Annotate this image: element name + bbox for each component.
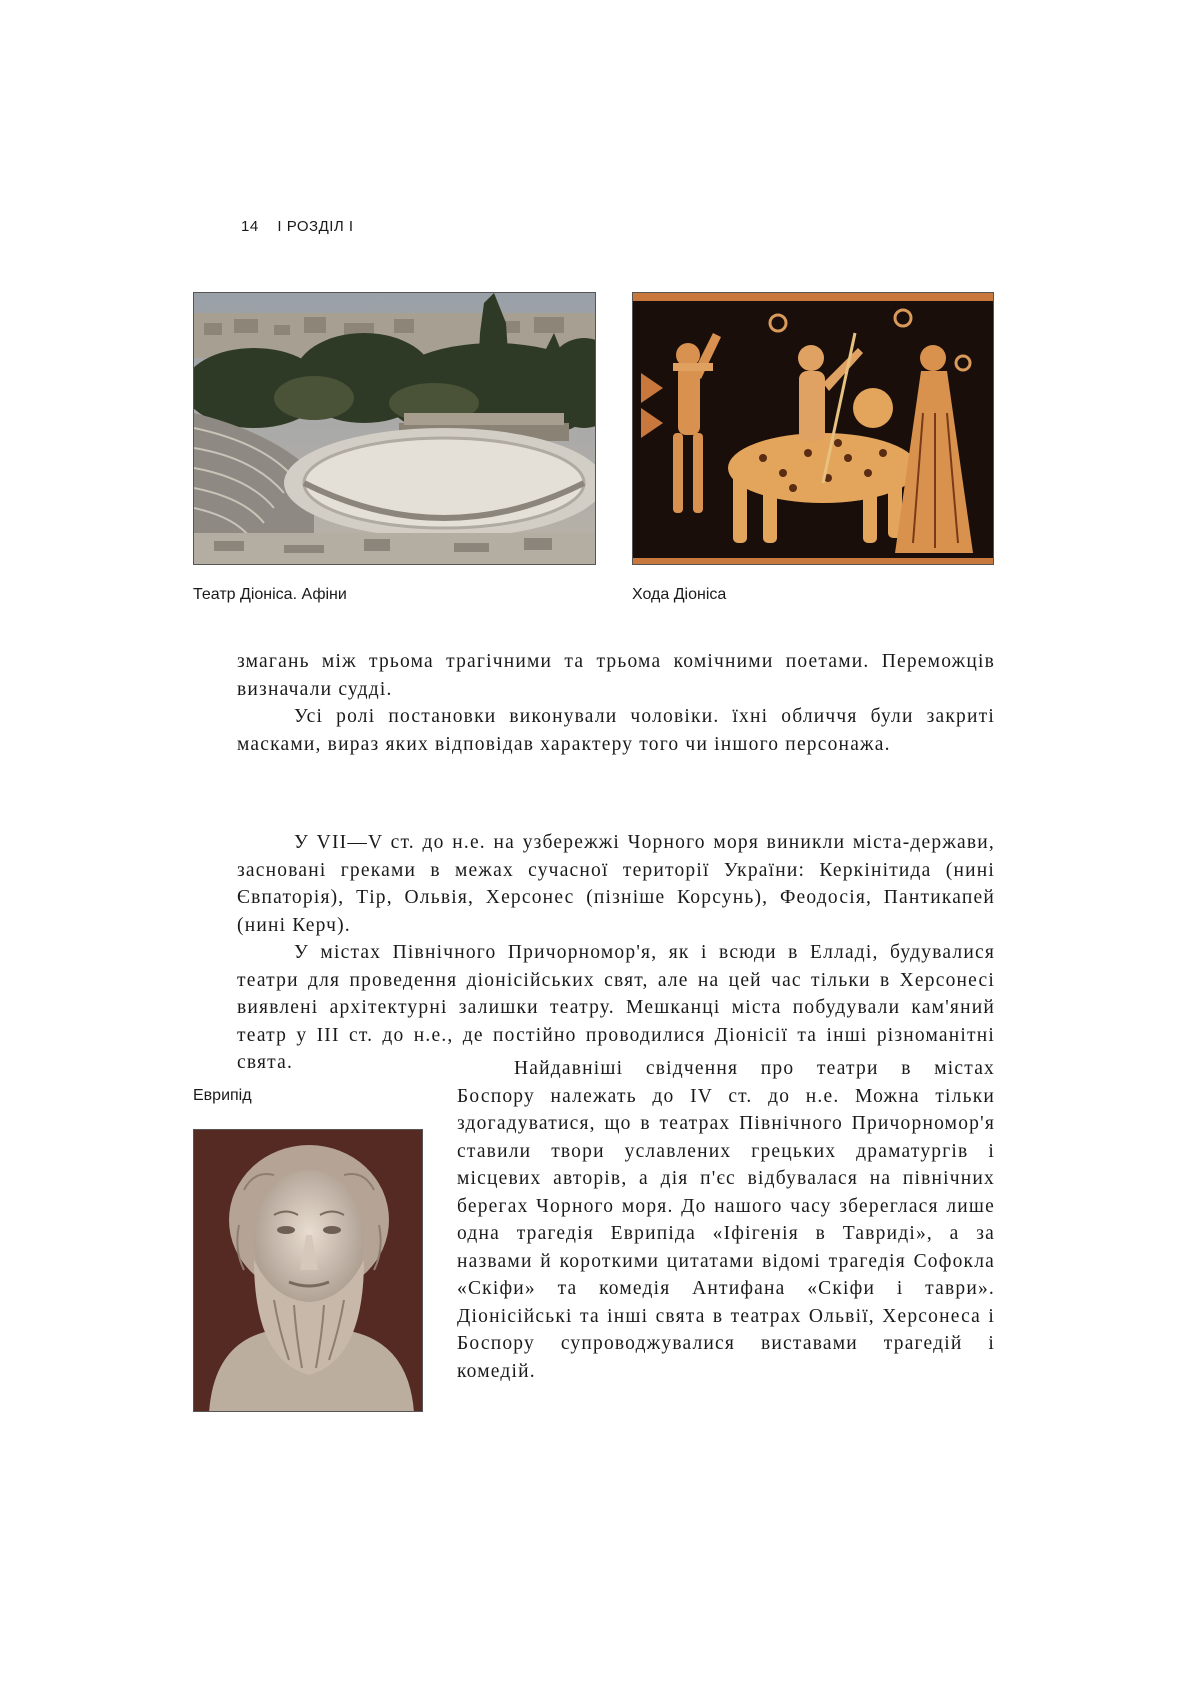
theatre-caption: Театр Діоніса. Афіни [193, 586, 347, 603]
paragraph-4: У містах Північного Причорномор'я, як і всюди в Елладі, будувалися театри для проведення діонісійських свят, але на цей час тільки в Херсонесі виявлені архітектурні залишки театру. Мешканці міста побудували кам'яний театр у III ст. до н.е., де постійно проводилися Діонісії та інші різноманітні свята. [237, 942, 995, 1073]
upper-text-block [237, 648, 995, 758]
procession-photo [632, 292, 994, 565]
euripides-bust-image [194, 1130, 423, 1412]
paragraph-5: Найдавніші свідчення про театри в містах Боспору належать до IV ст. до н.е. Можна тільки здогадуватися, що в театрах Північного Причорномор'я ставили твори уславлених грецьких драматургів і місцевих авторів, а дія п'єс відбувалася на північних берегах Чорного моря. До нашого часу збереглася лише одна трагедія Еврипіда «Іфігенія в Тавриді», а за назвами й короткими цитатами відомі трагедія Софокла «Скіфи» та комедія Антифана «Скіфи і таври». Діонісійські та інші свята в театрах Ольвії, Херсонеса і Боспору супроводжувалися виставами трагедій і комедій. [457, 1058, 995, 1382]
paragraph-1: змагань між трьома трагічними та трьома комічними поетами. Переможців визначали судді. [237, 651, 995, 700]
section-title: I РОЗДІЛ I [277, 218, 354, 235]
theatre-photo-image [194, 293, 596, 565]
middle-text-block [237, 829, 995, 1077]
paragraph-3: У VII—V ст. до н.е. на узбережжі Чорного моря виникли міста-держави, засновані греками в межах сучасної території України: Керкінітида (нині Євпаторія), Тір, Ольвія, Херсонес (пізніше Корсунь), Феодосія, Пантикапей (нині Керч). [237, 832, 995, 936]
paragraph-2: Усі ролі постановки виконували чоловіки. їхні обличчя були закриті масками, вираз яких відповідав характеру того чи іншого персонажа. [237, 706, 995, 755]
euripides-photo [193, 1129, 423, 1412]
page-number: 14 [241, 218, 259, 235]
procession-photo-image [633, 293, 994, 565]
euripides-caption: Еврипід [193, 1087, 252, 1104]
right-column-text [457, 1055, 995, 1385]
theatre-photo [193, 292, 596, 565]
page-header [241, 218, 354, 235]
procession-caption: Хода Діоніса [632, 586, 727, 603]
